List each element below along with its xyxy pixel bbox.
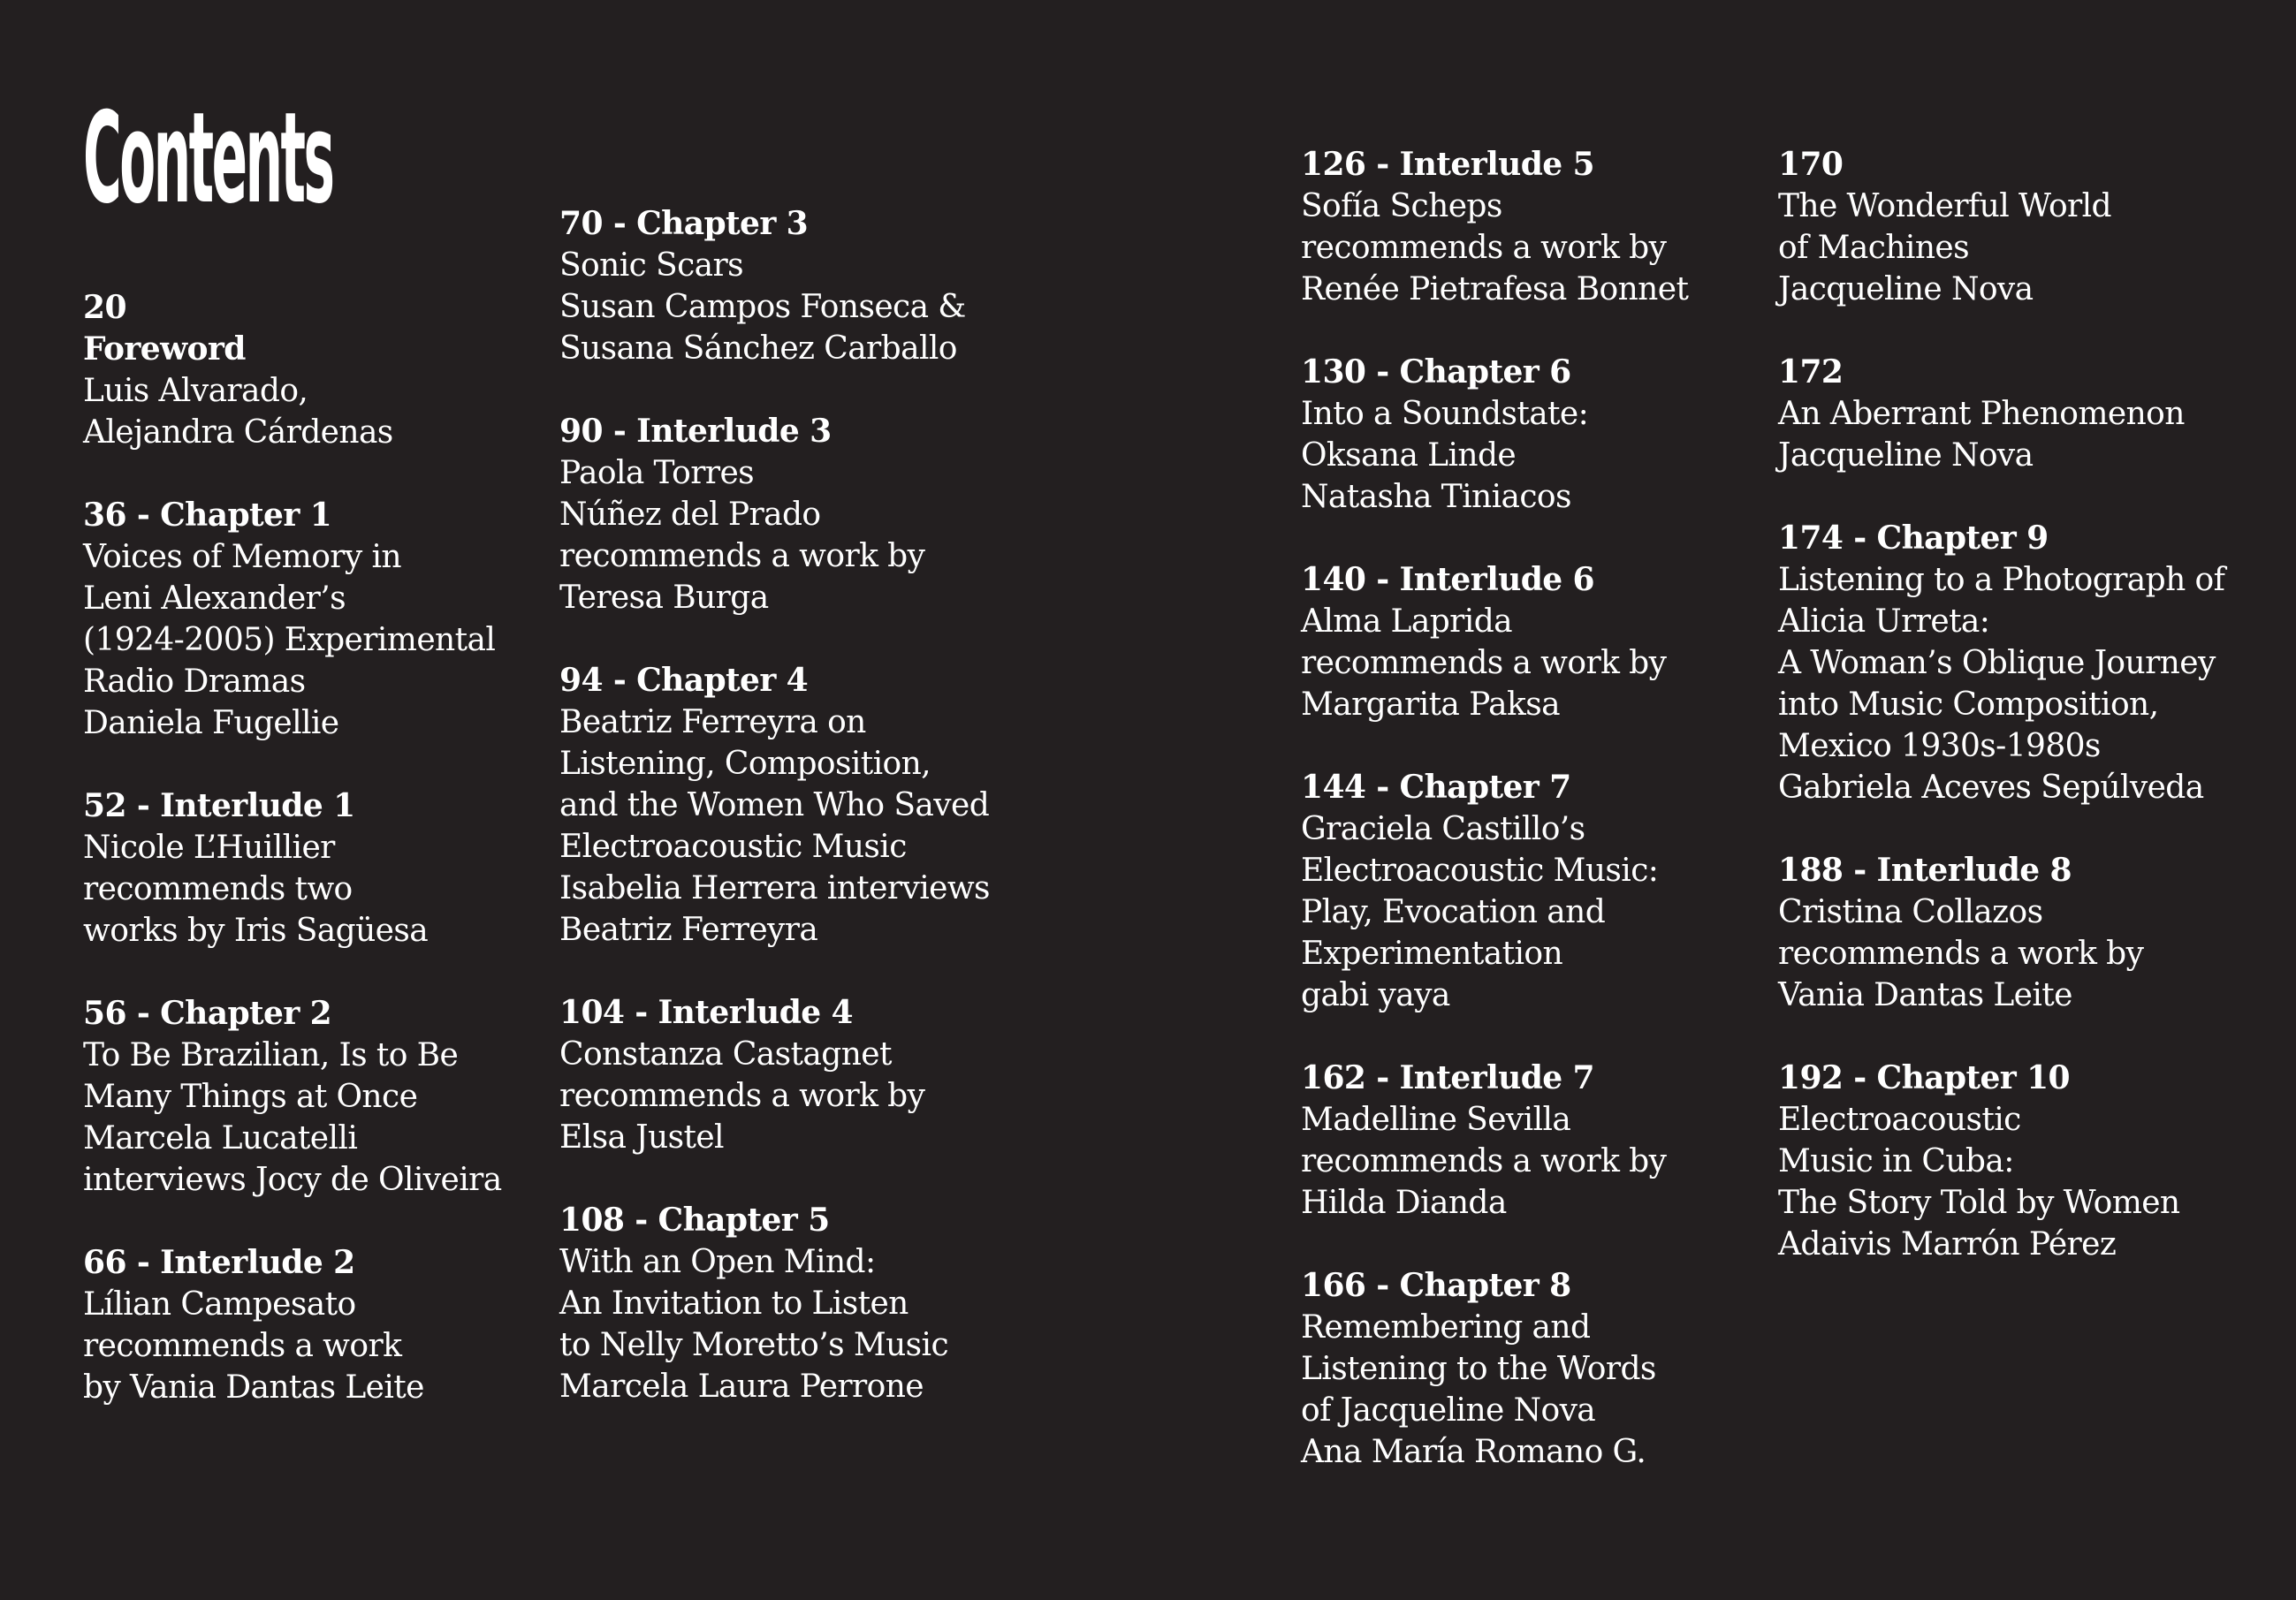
toc-entry[interactable] (1301, 559, 1778, 725)
toc-entry-line: Listening to a Photograph of (1778, 562, 2225, 598)
toc-column-3 (1301, 144, 1778, 1514)
toc-entry-line: Oksana Linde (1301, 437, 1517, 474)
toc-entry[interactable] (83, 1242, 560, 1408)
toc-entry-heading: 94 - Chapter 4 (559, 662, 809, 699)
toc-entry-line: Sonic Scars (559, 247, 744, 284)
toc-entry-line: Isabelia Herrera interviews (559, 870, 990, 906)
toc-entry-heading: 170 (1778, 146, 1844, 183)
toc-entry-heading: Foreword (83, 330, 246, 368)
toc-entry[interactable] (559, 992, 1037, 1158)
toc-entry-line: of Machines (1778, 230, 1969, 266)
toc-entry-line: Listening, Composition, (559, 746, 931, 782)
toc-entry-line: recommends a work by (1301, 645, 1667, 681)
toc-entry-line: Susan Campos Fonseca & (559, 289, 966, 325)
toc-entry-line: Ana María Romano G. (1301, 1434, 1646, 1470)
toc-entry[interactable] (1778, 352, 2255, 476)
toc-entry-line: interviews Jocy de Oliveira (83, 1162, 502, 1198)
toc-entry-line: recommends a work by (1301, 230, 1667, 266)
toc-column-4 (1778, 144, 2255, 1307)
toc-entry[interactable] (1778, 518, 2255, 808)
toc-entry-heading: 126 - Interlude 5 (1301, 146, 1594, 183)
page-title: Contents (83, 86, 333, 231)
toc-entry[interactable] (1301, 1058, 1778, 1224)
toc-entry-line: To Be Brazilian, Is to Be (83, 1037, 459, 1073)
toc-entry-line: Alicia Urreta: (1778, 603, 1990, 640)
toc-entry[interactable] (83, 785, 560, 952)
toc-entry-line: The Wonderful World (1778, 188, 2111, 224)
toc-entry-line: gabi yaya (1301, 977, 1450, 1013)
toc-entry[interactable] (559, 411, 1037, 618)
toc-entry-heading: 188 - Interlude 8 (1778, 852, 2072, 889)
toc-entry-line: Renée Pietrafesa Bonnet (1301, 271, 1689, 307)
toc-entry-line: Gabriela Aceves Sepúlveda (1778, 770, 2204, 806)
toc-entry-line: Luis Alvarado, (83, 373, 308, 409)
toc-entry-heading: 52 - Interlude 1 (83, 787, 355, 824)
toc-entry-line: Vania Dantas Leite (1778, 977, 2072, 1013)
toc-entry-heading: 90 - Interlude 3 (559, 413, 832, 450)
toc-entry-line: Graciela Castillo’s (1301, 811, 1585, 847)
toc-entry-line: recommends a work by (1301, 1143, 1667, 1179)
toc-entry-line: Jacqueline Nova (1778, 437, 2034, 474)
toc-entry-heading: 56 - Chapter 2 (83, 995, 332, 1032)
toc-entry-line: Alejandra Cárdenas (83, 414, 393, 451)
toc-entry-line: of Jacqueline Nova (1301, 1392, 1596, 1429)
toc-entry-line: Constanza Castagnet (559, 1036, 892, 1073)
toc-entry-heading: 192 - Chapter 10 (1778, 1059, 2071, 1096)
toc-entry-heading: 162 - Interlude 7 (1301, 1059, 1594, 1096)
toc-entry-line: Alma Laprida (1301, 603, 1512, 640)
toc-entry-line: Paola Torres (559, 455, 755, 491)
toc-entry[interactable] (1778, 144, 2255, 310)
toc-entry-line: Nicole L’Huillier (83, 830, 335, 866)
toc-entry[interactable] (1301, 144, 1778, 310)
toc-entry[interactable] (1301, 352, 1778, 518)
toc-entry[interactable] (559, 203, 1037, 369)
toc-entry-line: Teresa Burga (559, 580, 769, 616)
toc-entry-heading: 166 - Chapter 8 (1301, 1267, 1571, 1304)
toc-entry-line: Electroacoustic Music (559, 829, 907, 865)
toc-entry[interactable] (1301, 1265, 1778, 1473)
toc-entry-line: and the Women Who Saved (559, 787, 990, 823)
toc-entry-line: A Woman’s Oblique Journey (1778, 645, 2216, 681)
toc-entry-line: Electroacoustic (1778, 1102, 2021, 1138)
toc-entry-line: Margarita Paksa (1301, 686, 1560, 723)
toc-column-1 (83, 287, 560, 1450)
toc-entry[interactable] (1778, 850, 2255, 1016)
toc-entry[interactable] (559, 1200, 1037, 1407)
toc-entry-line: Jacqueline Nova (1778, 271, 2034, 307)
toc-entry-heading: 108 - Chapter 5 (559, 1202, 830, 1239)
toc-entry-line: by Vania Dantas Leite (83, 1369, 424, 1406)
toc-entry-heading: 104 - Interlude 4 (559, 994, 853, 1031)
toc-entry-line: (1924-2005) Experimental (83, 622, 496, 658)
toc-entry[interactable] (1301, 767, 1778, 1016)
toc-entry-line: Susana Sánchez Carballo (559, 330, 957, 367)
toc-entry-line: Many Things at Once (83, 1079, 418, 1115)
toc-entry-line: Adaivis Marrón Pérez (1778, 1226, 2117, 1263)
toc-entry-line: to Nelly Moretto’s Music (559, 1327, 949, 1363)
toc-entry-line: Music in Cuba: (1778, 1143, 2014, 1179)
toc-entry-line: recommends a work by (1778, 936, 2144, 972)
toc-entry-line: into Music Composition, (1778, 686, 2159, 723)
toc-entry-heading: 172 (1778, 353, 1844, 391)
toc-entry-heading: 70 - Chapter 3 (559, 205, 809, 242)
toc-entry-line: Daniela Fugellie (83, 705, 339, 741)
toc-entry-line: Beatriz Ferreyra on (559, 704, 866, 740)
toc-entry-line: Listening to the Words (1301, 1351, 1656, 1387)
toc-entry-line: Marcela Lucatelli (83, 1120, 358, 1156)
toc-entry-line: Cristina Collazos (1778, 894, 2043, 930)
toc-entry-heading: 36 - Chapter 1 (83, 497, 332, 534)
toc-entry-line: Experimentation (1301, 936, 1563, 972)
toc-entry-line: works by Iris Sagüesa (83, 913, 429, 949)
toc-entry-line: Beatriz Ferreyra (559, 912, 818, 948)
toc-entry-line: Núñez del Prado (559, 497, 821, 533)
toc-entry-line: Hilda Dianda (1301, 1185, 1507, 1221)
toc-entry-line: Leni Alexander’s (83, 580, 346, 617)
toc-entry-line: Radio Dramas (83, 664, 306, 700)
toc-entry-line: Lílian Campesato (83, 1286, 356, 1323)
toc-entry-line: An Invitation to Listen (559, 1285, 909, 1322)
toc-entry-line: Elsa Justel (559, 1119, 724, 1156)
toc-entry-heading: 144 - Chapter 7 (1301, 769, 1571, 806)
toc-entry[interactable] (1778, 1058, 2255, 1265)
toc-entry-line: Play, Evocation and (1301, 894, 1606, 930)
toc-entry-line: Sofía Scheps (1301, 188, 1502, 224)
toc-entry-line: Mexico 1930s-1980s (1778, 728, 2101, 764)
toc-entry[interactable] (559, 660, 1037, 951)
toc-entry-line: recommends a work by (559, 538, 925, 574)
toc-entry-line: Into a Soundstate: (1301, 396, 1589, 432)
toc-entry-line: An Aberrant Phenomenon (1778, 396, 2185, 432)
toc-entry-line: Madelline Sevilla (1301, 1102, 1571, 1138)
toc-entry-heading: 66 - Interlude 2 (83, 1244, 355, 1281)
toc-entry-line: Remembering and (1301, 1309, 1591, 1346)
toc-entry-line: recommends a work by (559, 1078, 925, 1114)
toc-column-2 (559, 203, 1037, 1449)
toc-entry[interactable] (83, 993, 560, 1201)
toc-entry[interactable] (83, 495, 560, 744)
toc-entry-heading: 140 - Interlude 6 (1301, 561, 1594, 598)
toc-entry-line: Electroacoustic Music: (1301, 853, 1659, 889)
toc-entry-line: recommends a work (83, 1328, 402, 1364)
toc-entry-heading: 130 - Chapter 6 (1301, 353, 1571, 391)
toc-entry-line: With an Open Mind: (559, 1244, 876, 1280)
toc-entry-line: Marcela Laura Perrone (559, 1369, 924, 1405)
toc-entry-line: Natasha Tiniacos (1301, 479, 1571, 515)
toc-entry-heading: 174 - Chapter 9 (1778, 519, 2049, 557)
toc-entry[interactable] (83, 287, 560, 453)
toc-entry-line: recommends two (83, 871, 353, 907)
toc-entry-line: Voices of Memory in (83, 539, 401, 575)
toc-entry-heading: 20 (83, 289, 126, 326)
toc-entry-line: The Story Told by Women (1778, 1185, 2180, 1221)
